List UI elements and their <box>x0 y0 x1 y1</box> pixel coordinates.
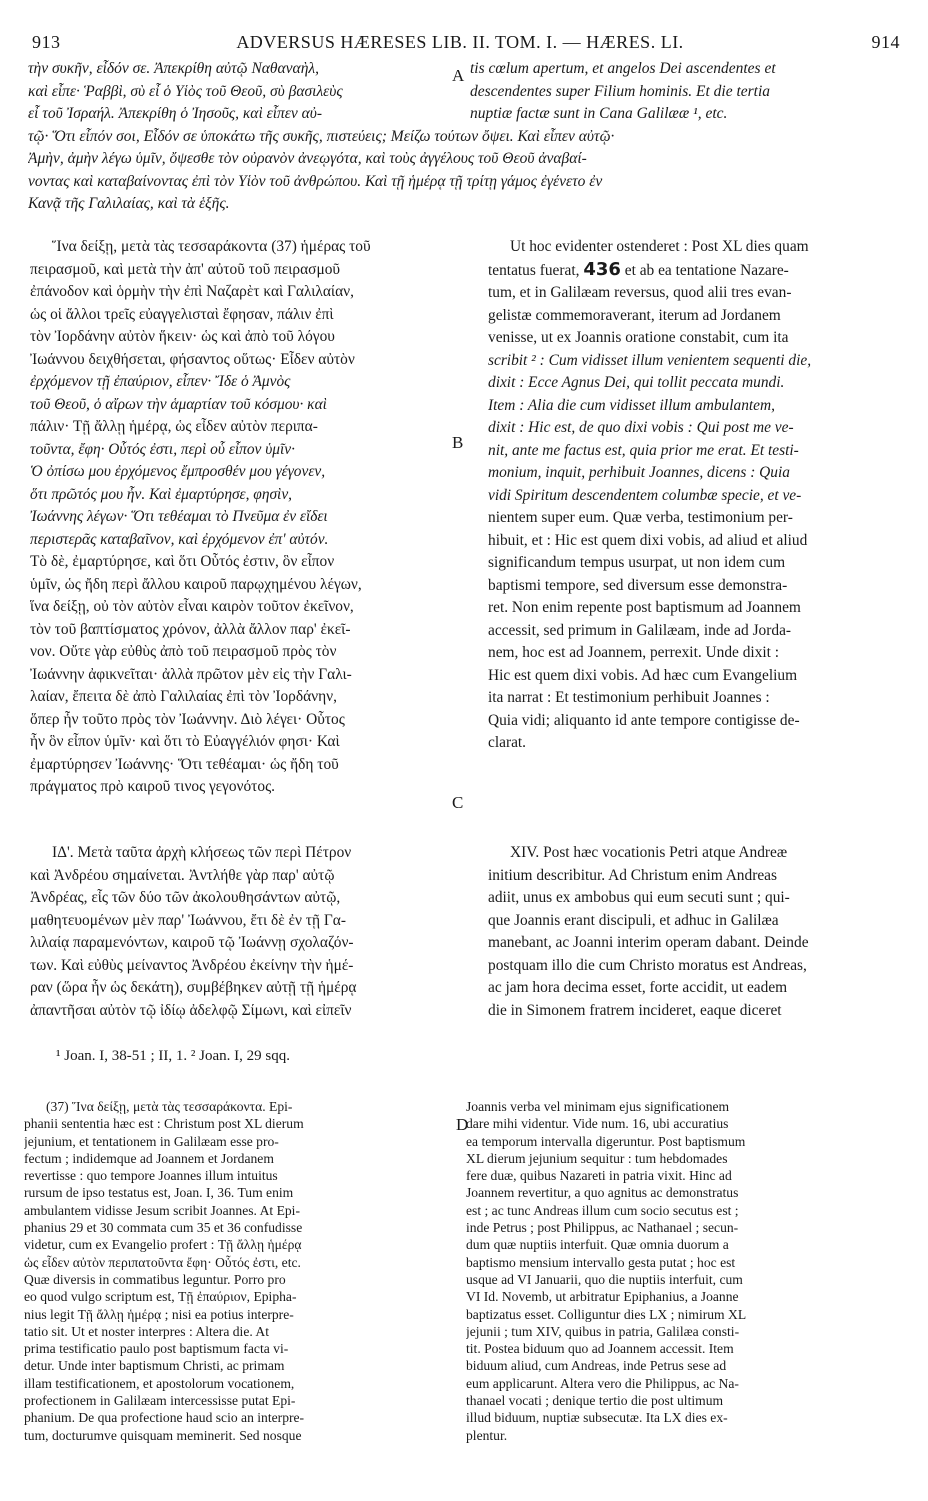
text-line <box>488 259 892 283</box>
note-line: (37) Ἵνα δείξῃ, μετὰ τὰς τεσσαράκοντα. Epi- <box>46 1099 293 1114</box>
text-line: ὑμῖν, ὡς ἤδη περὶ ἄλλου καιροῦ παρῳχημένου λέγων, <box>30 575 362 593</box>
note-line: ea temporum intervalla digeruntur. Post baptismum <box>466 1133 746 1149</box>
text-line: nem, hoc est ad Joannem, perrexit. Unde dixit : <box>488 644 780 661</box>
text-line: significandum tempus usurpat, ut non idem cum <box>488 554 786 571</box>
text-line: ita narrat : Et testimonium perhibuit Joannes : <box>488 689 770 706</box>
note-line: Joannis verba vel minimam ejus significationem <box>466 1099 730 1114</box>
note-line: fectum ; indidemque ad Joannem et Jordanem <box>24 1150 274 1166</box>
text-line: adiit, unus ex ambobus qui eum secuti sunt ; qui- <box>488 889 790 906</box>
text-line: manebant, ac Joanni interim operam dabant. Deinde <box>488 934 809 951</box>
text-line: nientem super eum. Quæ verba, testimonium per- <box>488 509 793 526</box>
text-line: die in Simonem fratrem incideret, eaque diceret <box>488 1001 782 1019</box>
text-line: scribit ² : Cum vidisset illum venientem sequenti die, <box>488 351 812 369</box>
text-line: ραν (ὥρα ἦν ὡς δεκάτη), συμβέβηκεν αὐτῇ τῇ ἡμέρᾳ <box>30 979 357 996</box>
text-line: πάλιν· Τῇ ἄλλῃ ἡμέρᾳ, ὡς εἶδεν αὐτὸν περιπα- <box>30 418 318 435</box>
text-line: ἀπαντῆσαι αὐτὸν τῷ ἰδίῳ ἀδελφῷ Σίμωνι, καὶ εἰπεῖν <box>30 1001 352 1019</box>
text-line: πράγματος πρὸ καιροῦ τινος γεγονότος. <box>30 778 276 795</box>
text-line: Ἀμὴν, ἀμὴν λέγω ὑμῖν, ὄψεσθε τὸν οὐρανὸν ἀνεῳγότα, καὶ τοὺς ἀγγέλους τοῦ Θεοῦ ἀναβαί- <box>28 150 587 167</box>
text-line: tum, et in Galilæam reversus, quod alii tres evan- <box>488 284 792 301</box>
text-line: accessit, sed primum in Galilæam, inde ad Jorda- <box>488 621 792 639</box>
text-line: τὴν συκῆν, εἶδόν σε. Ἀπεκρίθη αὐτῷ Ναθαναὴλ, <box>28 60 319 77</box>
note-line: eum applicarunt. Altera vero die Philippus, ac Na- <box>466 1375 739 1391</box>
note-line: nius legit Τῇ ἄλλῃ ἡμέρᾳ ; nisi ea potius interpre- <box>24 1306 294 1322</box>
text-line: ἦν ὃν εἶπον ὑμῖν· καὶ ὅτι τὸ Εὐαγγέλιόν φησι· Καὶ <box>30 733 340 750</box>
note-line: rursum de ipso testatus est, Joan. I, 36. Tum enim <box>24 1185 294 1201</box>
text-line: initium describitur. Ad Christum enim Andreas <box>488 866 777 884</box>
notes-left-column <box>24 1098 454 1444</box>
text-line: tis cœlum apertum, et angelos Dei ascendentes et <box>470 60 776 77</box>
page-header <box>20 32 900 56</box>
text-line: Hic est quem dixi vobis. Ad hæc cum Evangelium <box>488 666 798 684</box>
text-line: εἶ τοῦ Ἰσραήλ. Ἀπεκρίθη ὁ Ἰησοῦς, καὶ εἶπεν αὐ- <box>28 105 323 122</box>
page-number-left: 913 <box>32 32 61 52</box>
text-line: Ἵνα δείξῃ, μετὰ τὰς τεσσαράκοντα (37) ἡμέρας τοῦ <box>52 238 371 255</box>
text-line: τὸν Ἰορδάνην αὐτὸν ἥκειν· ὡς καὶ ἀπὸ τοῦ λόγου <box>30 328 335 345</box>
text-line: dixit : Ecce Agnus Dei, qui tollit peccata mundi. <box>488 374 785 391</box>
text-line: Ut hoc evidenter ostenderet : Post XL dies quam <box>510 238 809 255</box>
margin-marker-c: C <box>452 793 464 812</box>
notes-right-column <box>466 1098 902 1444</box>
note-line: phanii sententia hæc est : Christum post XL dierum <box>24 1116 304 1132</box>
text-line: descendentes super Filium hominis. Et die tertia <box>470 82 771 100</box>
note-line: tatio sit. Ut et noster interpres : Altera die. At <box>24 1323 270 1339</box>
text-line: monium, inquit, perhibuit Joannes, dicens : Quia <box>488 464 790 481</box>
text-line: Item : Alia die cum vidisset illum ambulantem, <box>488 396 775 414</box>
text-line: Quia vidi; aliquanto id ante tempore contigisse de- <box>488 711 800 729</box>
text-line: venisse, ut ex Joannis oratione constabit, cum ita <box>488 329 789 346</box>
margin-marker-b: B <box>452 433 464 452</box>
text-segment: tentatus fuerat, <box>488 261 580 279</box>
greek-column-main <box>30 236 460 799</box>
note-line: baptismo mensium intervallo gesta putat ; hoc est <box>466 1254 736 1270</box>
text-line: πειρασμοῦ, καὶ μετὰ τὴν ἀπ' αὐτοῦ τοῦ πειρασμοῦ <box>30 260 341 278</box>
text-line: vidi Spiritum descendentem columbæ specie, et ve- <box>488 486 802 504</box>
text-line: Τὸ δὲ, ἐμαρτύρησε, καὶ ὅτι Οὗτός ἐστιν, ὃν εἶπον <box>30 553 335 570</box>
text-line: λαίαν, ἔπειτα δὲ ἀπὸ Γαλιλαίας ἐπὶ τὸν Ἰορδάνην, <box>30 688 337 705</box>
text-line: postquam illo die cum Christo moratus est Andreas, <box>488 956 807 974</box>
text-line: Ἰωάννην ἀφικνεῖται· ἀλλὰ πρῶτον μὲν εἰς τὴν Γαλι- <box>30 665 352 683</box>
note-line: eo quod vulgo scriptum est, Τῇ ἐπαύριον, Epipha- <box>24 1289 297 1305</box>
note-line: tum, docturumve quisquam meminerit. Sed nosque <box>24 1427 302 1443</box>
note-line: prima testificatio paulo post baptismum facta vi- <box>24 1341 289 1357</box>
text-line: τοῦ Θεοῦ, ὁ αἴρων τὴν ἁμαρτίαν τοῦ κόσμου· καὶ <box>30 395 327 413</box>
note-line: phanius 29 et 30 commata cum 35 et 36 confudisse <box>24 1220 303 1236</box>
note-line: ambulantem vidisse Jesum scribit Joannes. At Epi- <box>24 1202 300 1218</box>
text-line: gelistæ commemoraverant, iterum ad Jordanem <box>488 306 781 324</box>
latin-column-xiv <box>488 842 892 1022</box>
note-line: plentur. <box>466 1427 508 1443</box>
text-line: νοντας καὶ καταβαίνοντας ἐπὶ τὸν Υἱὸν τοῦ ἀνθρώπου. Καὶ τῇ ἡμέρᾳ τῇ τρίτῃ γάμος ἐγένετο ἐν <box>28 172 603 190</box>
text-line: XIV. Post hæc vocationis Petri atque Andreæ <box>510 844 788 861</box>
note-line: phanium. De qua profectione haud scio an interpre- <box>24 1410 305 1426</box>
note-line: VI Id. Novemb, ut arbitratur Epiphanius, a Joanne <box>466 1289 739 1305</box>
note-line: dum quæ nuptiis interfuit. Quæ omnia duorum a <box>466 1237 729 1253</box>
margin-marker-d: D <box>456 1115 469 1134</box>
text-line: ἐπάνοδον καὶ ὁρμὴν τὴν ἐπὶ Ναζαρὲτ καὶ Γαλιλαίαν, <box>30 283 354 300</box>
note-line: dare mihi videntur. Vide num. 16, ubi accuratius <box>466 1116 729 1132</box>
text-line: ret. Non enim repente post baptismum ad Joannem <box>488 599 801 616</box>
margin-marker-a: A <box>452 66 465 85</box>
text-line: nuptiæ factæ sunt in Cana Galilææ ¹, etc. <box>470 105 728 122</box>
text-line: ὅπερ ἦν τοῦτο πρὸς τὸν Ἰωάννην. Διὸ λέγει· Οὗτος <box>30 710 345 728</box>
text-line: τοῦντα, ἔφη· Οὗτός ἐστι, περὶ οὗ εἶπον ὑμῖν· <box>30 440 295 458</box>
text-line: περιστερᾶς καταβαῖνον, καὶ ἐρχόμενον ἐπ' αὐτόν. <box>30 530 329 548</box>
text-line: τῷ· Ὅτι εἶπόν σοι, Εἶδόν σε ὑποκάτω τῆς συκῆς, πιστεύεις; Μείζω τούτων ὄψει. Καὶ εἶπεν αὐτῷ· <box>28 127 615 145</box>
text-line: καὶ εἶπε· Ῥαββὶ, σὺ εἶ ὁ Υἱὸς τοῦ Θεοῦ, σὺ βασιλεὺς <box>28 82 343 100</box>
note-line: ὡς εἶδεν αὐτὸν περιπατοῦντα ἔφη· Οὗτός ἐστι, etc. <box>24 1254 301 1270</box>
text-line: λιλαίᾳ παραμενόντων, καιροῦ τῷ Ἰωάννῃ σχολαζόν- <box>30 934 354 951</box>
note-line: jejunii ; tum XIV, quibus in patria, Galilæa consti- <box>466 1323 740 1339</box>
text-line: ὅτι πρῶτός μου ἦν. Καὶ ἐμαρτύρησε, φησὶν, <box>30 485 293 503</box>
note-line: illud biduum, nuptiæ subsecutæ. Ita LX dies ex- <box>466 1410 728 1426</box>
note-line: fere duæ, quibus Nazareti in patria vixit. Hinc ad <box>466 1168 732 1184</box>
text-line: τὸν τοῦ βαπτίσματος χρόνον, ἀλλὰ ἄλλον παρ' ἐκεῖ- <box>30 620 351 638</box>
note-line: usque ad VI Januarii, quo die nuptiis interfuit, cum <box>466 1271 743 1287</box>
text-line: Ὁ ὀπίσω μου ἐρχόμενος ἔμπροσθέν μου γέγονεν, <box>30 463 326 480</box>
text-line: ἐρχόμενον τῇ ἐπαύριον, εἶπεν· Ἴδε ὁ Ἀμνὸς <box>30 373 291 390</box>
note-line: est ; ac tunc Andreas illum cum socio secutus est ; <box>466 1202 739 1218</box>
note-line: biduum aliud, cum Andreas, inde Petrus sese ad <box>466 1358 727 1374</box>
note-line: profectionem in Galilæam intercessisse putat Epi- <box>24 1393 296 1409</box>
text-line: Ἰωάννης λέγων· Ὅτι τεθέαμαι τὸ Πνεῦμα ἐν εἴδει <box>30 508 328 525</box>
note-line: tit. Postea biduum quo ad Joannem accessit. Item <box>466 1341 734 1357</box>
text-line: ac jam hora decima esset, forte accidit, ut eadem <box>488 979 788 996</box>
text-line: Κανᾷ τῆς Γαλιλαίας, καὶ τὰ ἑξῆς. <box>28 195 230 212</box>
note-line: illam testificationem, et apostolorum vocationem, <box>24 1375 295 1391</box>
text-line: καὶ Ἀνδρέου σημαίνεται. Ἀντλήθε γὰρ παρ' αὐτῷ <box>30 866 335 884</box>
text-segment: et ab ea tentatione Nazare- <box>624 261 789 279</box>
text-line: ΙΔ'. Μετὰ ταῦτα ἀρχὴ κλήσεως τῶν περὶ Πέτρον <box>52 844 352 861</box>
note-line: revertisse : quo tempore Joannes illum intuitus <box>24 1168 278 1184</box>
text-line: νον. Οὔτε γὰρ εὐθὺς ἀπὸ τοῦ πειρασμοῦ πρὸς τὸν <box>30 643 337 660</box>
note-line: baptizatus esset. Colliguntur dies LX ; nimirum XL <box>466 1306 747 1322</box>
note-line: XL dierum jejunium sequitur : tum hebdomades <box>466 1150 728 1166</box>
text-line: hibuit, et : Hic est quem dixi vobis, ad aliud et aliud <box>488 531 808 549</box>
note-line: videtur, cum ex Evangelio profert : Τῇ ἄλλῃ ἡμέρᾳ <box>24 1237 302 1253</box>
text-line: Ἀνδρέας, εἷς τῶν δύο τῶν ἀκολουθησάντων αὐτῷ, <box>30 889 341 906</box>
text-line: ἵνα δείξῃ, οὐ τὸν αὐτὸν εἶναι καιρὸν τοῦτον ἐκεῖνον, <box>30 598 354 615</box>
greek-column-xiv <box>30 842 460 1022</box>
column-number: 436 <box>583 258 621 280</box>
note-line: thanael vocati ; denique tertio die post ultimum <box>466 1393 724 1409</box>
text-line: ἐμαρτύρησεν Ἰωάννης· Ὅτι τεθέαμαι· ὡς ἤδη τοῦ <box>30 755 339 773</box>
text-line: dixit : Hic est, de quo dixi vobis : Qui post me ve- <box>488 419 794 436</box>
note-line: Joannem revertitur, a quo agnitus ac demonstratus <box>466 1185 739 1201</box>
running-title: ADVERSUS HÆRESES LIB. II. TOM. I. — HÆRES. LI. <box>236 32 684 52</box>
page-number-right: 914 <box>871 32 900 52</box>
text-line: baptismi tempore, sed diversum esse demonstra- <box>488 576 788 594</box>
text-line: μαθητευομένων μὲν παρ' Ἰωάννου, ἔτι δὲ ἐν τῇ Γα- <box>30 911 346 929</box>
footnote: ¹ Joan. I, 38-51 ; II, 1. ² Joan. I, 29 sqq. <box>56 1048 290 1064</box>
note-line: jejunium, et tentationem in Galilæam esse pro- <box>24 1133 279 1149</box>
note-line: Quæ diversis in commatibus leguntur. Porro pro <box>24 1271 286 1287</box>
latin-column-main <box>488 236 892 755</box>
text-line: que Joannis erant discipuli, et adhuc in Galilæa <box>488 911 779 929</box>
text-line: των. Καὶ εὐθὺς μείναντος Ἀνδρέου ἐκείνην τὴν ἡμέ- <box>30 956 354 974</box>
top-latin-text <box>470 58 898 126</box>
text-line: nit, ante me factus est, quia prior me erat. Et testi- <box>488 441 799 459</box>
text-line: ὡς οἱ ἄλλοι τρεῖς εὐαγγελισταὶ ἔφησαν, πάλιν ἐπὶ <box>30 305 334 323</box>
text-line: Ἰωάννου δειχθήσεται, φήσαντος οὕτως· Εἶδεν αὐτὸν <box>30 350 355 368</box>
note-line: detur. Unde inter baptismum Christi, ac primam <box>24 1358 285 1374</box>
text-line: clarat. <box>488 734 527 751</box>
note-line: inde Petrus ; post Philippus, ac Nathanael ; secun- <box>466 1220 739 1236</box>
